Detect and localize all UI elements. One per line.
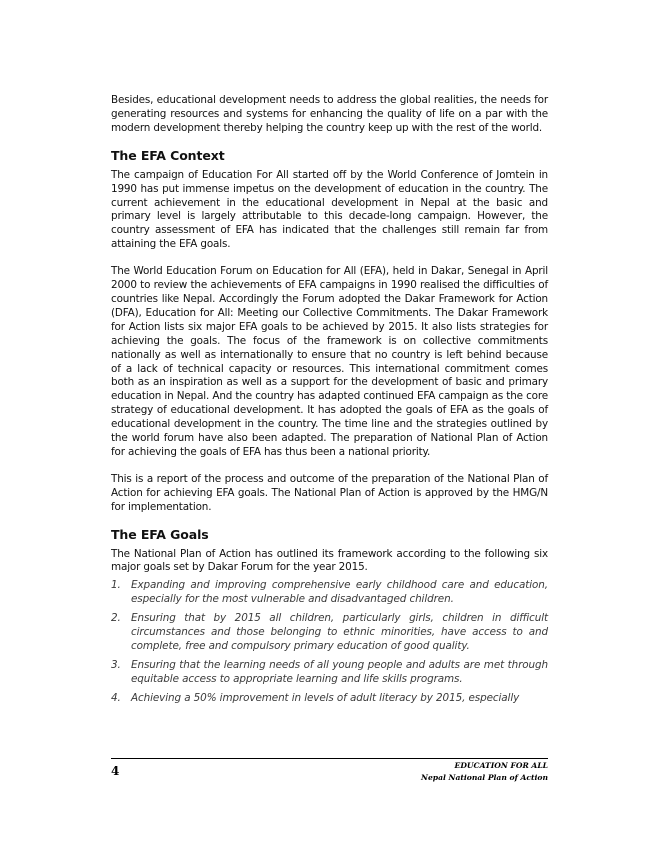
goal-item xyxy=(111,659,548,687)
footer-title-line-2: Nepal National Plan of Action xyxy=(421,773,548,782)
section-heading-efa-context: The EFA Context xyxy=(111,147,225,163)
context-paragraph-2: The World Education Forum on Education for All (EFA), held in Dakar, Senegal in April 2000 to review the achievements of EFA campaigns in 1990 realised the difficulties of countries like Nepal. Accordingly the Forum adopted the Dakar Framework for Action (DFA), Education for All: Meeting our Collective Commitments. The Dakar Framework for Action lists six major EFA goals to be achieved by 2015. It also lists strategies for achieving the goals. The focus of the framework is on collective commitments nationally as well as internationally to ensure that no country is left behind because of a lack of technical capacity or resources. This international commitment comes both as an inspiration as well as a support for the development of basic and primary education in Nepal. And the country has adapted continued EFA campaign as the core strategy of educational development. It has adopted the goals of EFA as the goals of educational development in the country. The time line and the strategies outlined by the world forum have also been adapted. The preparation of National Plan of Action for achieving the goals of EFA has thus been a national priority. xyxy=(111,265,548,458)
goal-number: 3. xyxy=(111,658,121,671)
paragraph-spacer xyxy=(111,460,548,473)
page-number: 4 xyxy=(111,764,120,778)
section-heading-efa-goals: The EFA Goals xyxy=(111,526,209,542)
goal-number: 2. xyxy=(111,612,121,625)
page-body xyxy=(111,94,548,711)
goal-number: 1. xyxy=(111,579,121,592)
goals-list xyxy=(111,579,548,705)
context-paragraph-3: This is a report of the process and outcome of the preparation of the National Plan of Action for achieving EFA goals. The National Plan of Action is approved by the HMG/N for implementation. xyxy=(111,472,548,513)
goal-item xyxy=(111,692,548,706)
footer-divider xyxy=(111,758,548,759)
goal-text: Expanding and improving comprehensive early childhood care and education, especially for the most vulnerable and disadvantaged children. xyxy=(131,579,548,606)
footer-title xyxy=(421,760,548,784)
context-paragraph-1: The campaign of Education For All started off by the World Conference of Jomtein in 1990 has put immense impetus on the development of education in the country. The current achievement in the educational development in Nepal at the basic and primary level is largely attributable to this decade-long campaign. However, the country assessment of EFA has indicated that the challenges still remain far from attaining the EFA goals. xyxy=(111,168,548,251)
goal-item xyxy=(111,612,548,654)
goal-number: 4. xyxy=(111,691,121,704)
goal-text: Ensuring that by 2015 all children, particularly girls, children in difficult circumstances and those belonging to ethnic minorities, have access to and complete, free and compulsory primary education of good quality. xyxy=(131,612,548,652)
goal-text: Ensuring that the learning needs of all young people and adults are met through equitable access to appropriate learning and life skills programs. xyxy=(131,658,548,685)
goal-text: Achieving a 50% improvement in levels of adult literacy by 2015, especially xyxy=(131,691,520,704)
intro-paragraph: Besides, educational development needs to address the global realities, the needs for generating resources and systems for enhancing the quality of life on a par with the modern development thereby helping the country keep up with the rest of the world. xyxy=(111,94,548,134)
paragraph-spacer xyxy=(111,252,548,265)
goal-item xyxy=(111,579,548,607)
footer-title-line-1: EDUCATION FOR ALL xyxy=(454,761,548,770)
goals-intro-paragraph: The National Plan of Action has outlined its framework according to the following six major goals set by Dakar Forum for the year 2015. xyxy=(111,547,548,574)
